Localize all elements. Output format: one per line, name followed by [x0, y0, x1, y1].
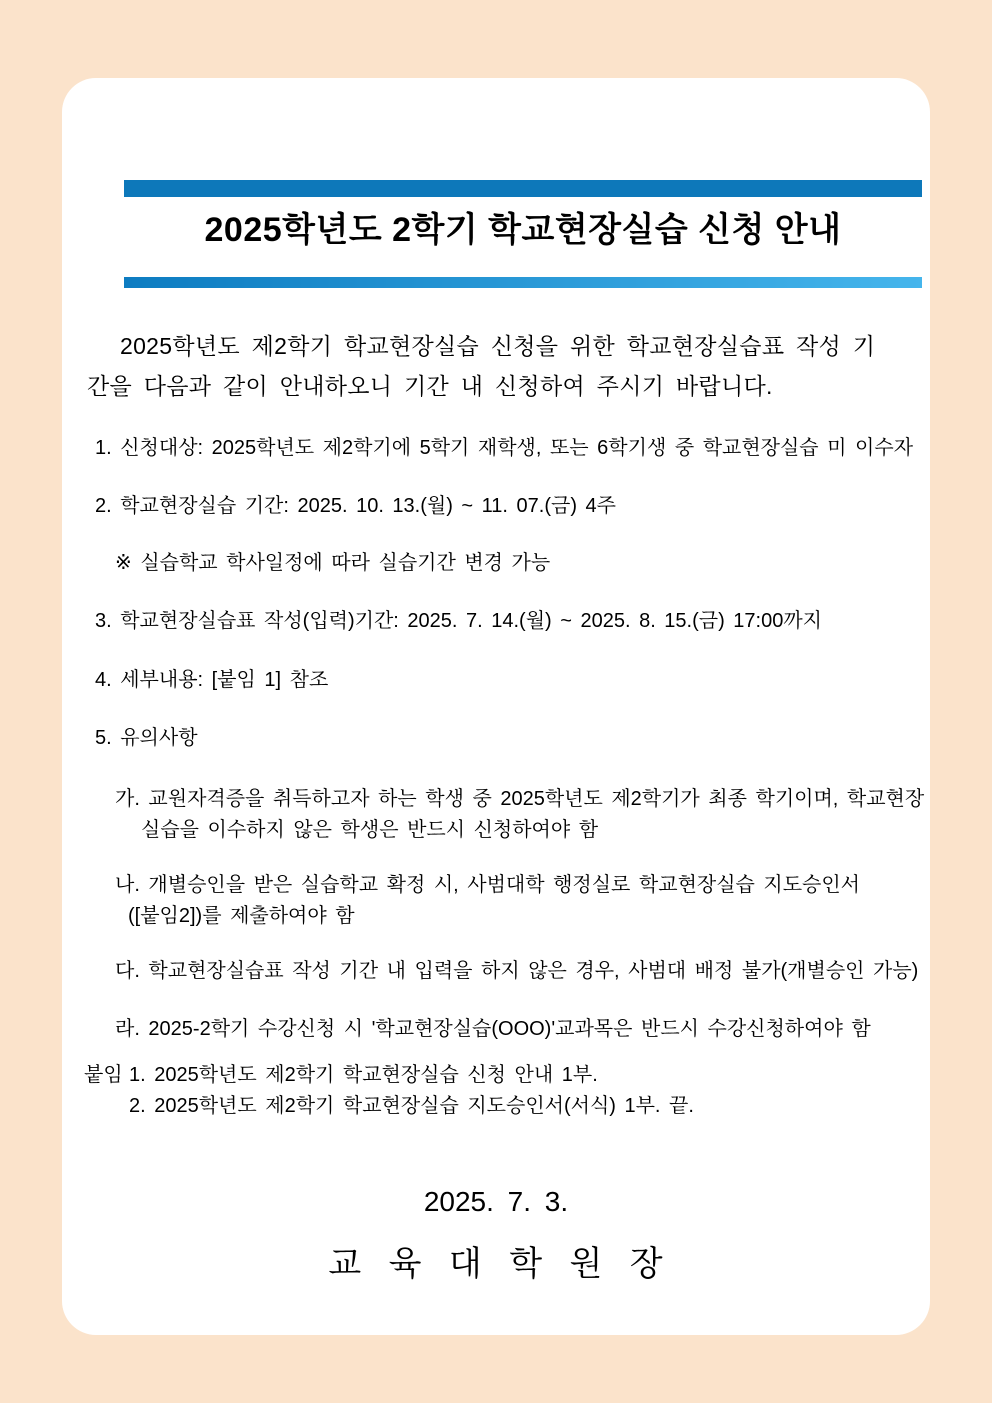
sub-item-da-line1: 다. 학교현장실습표 작성 기간 내 입력을 하지 않은 경우, 사범대 배정 불가(개별승인 가능): [115, 960, 919, 982]
sub-item-ra-line1: 라. 2025-2학기 수강신청 시 '학교현장실습(OOO)'교과목은 반드시 수강신청하여야 함: [115, 1018, 871, 1040]
sub-item-ga-line2: 실습을 이수하지 않은 학생은 반드시 신청하여야 함: [141, 819, 599, 841]
title-bar-top: [124, 180, 922, 197]
intro-paragraph: 2025학년도 제2학기 학교현장실습 신청을 위한 학교현장실습표 작성 기간을 다음과 같이 안내하오니 기간 내 신청하여 주시기 바랍니다.: [87, 333, 876, 399]
sub-item-ga-line1: 가. 교원자격증을 취득하고자 하는 학생 중 2025학년도 제2학기가 최종 학기이며, 학교현장: [115, 788, 925, 810]
list-item-5: 5. 유의사항: [95, 727, 198, 749]
document-title: 2025학년도 2학기 학교현장실습 신청 안내: [204, 211, 842, 249]
sub-item-da: [115, 956, 918, 987]
title-bar-bottom: [124, 277, 922, 288]
sub-item-ga: [115, 784, 924, 846]
attachments-label: 붙임: [84, 1064, 123, 1086]
list-item-1: 1. 신청대상: 2025학년도 제2학기에 5학기 재학생, 또는 6학기생 중 학교현장실습 미 이수자: [95, 437, 914, 459]
sub-item-na-line1: 나. 개별승인을 받은 실습학교 확정 시, 사범대학 행정실로 학교현장실습 지도승인서: [115, 874, 861, 896]
document-card: [62, 78, 930, 1335]
note-line: ※ 실습학교 학사일정에 따라 실습기간 변경 가능: [115, 552, 551, 574]
attachment-line-1: 1. 2025학년도 제2학기 학교현장실습 신청 안내 1부.: [129, 1064, 598, 1086]
document-date: 2025. 7. 3.: [423, 1186, 569, 1217]
list-item-3: 3. 학교현장실습표 작성(입력)기간: 2025. 7. 14.(월) ~ 2025. 8. 15.(금) 17:00까지: [95, 610, 822, 632]
sub-item-na: [115, 870, 860, 932]
attachment-line-2: 2. 2025학년도 제2학기 학교현장실습 지도승인서(서식) 1부. 끝.: [129, 1095, 694, 1117]
sub-item-ra: [115, 1014, 871, 1045]
signature-line: 교 육 대 학 원 장: [328, 1245, 664, 1283]
sub-item-na-line2: ([붙임2])를 제출하여야 함: [128, 905, 355, 927]
list-item-2: 2. 학교현장실습 기간: 2025. 10. 13.(월) ~ 11. 07.(금) 4주: [95, 495, 616, 517]
attachments-section: [84, 1060, 694, 1122]
list-item-4: 4. 세부내용: [붙임 1] 참조: [95, 669, 329, 691]
